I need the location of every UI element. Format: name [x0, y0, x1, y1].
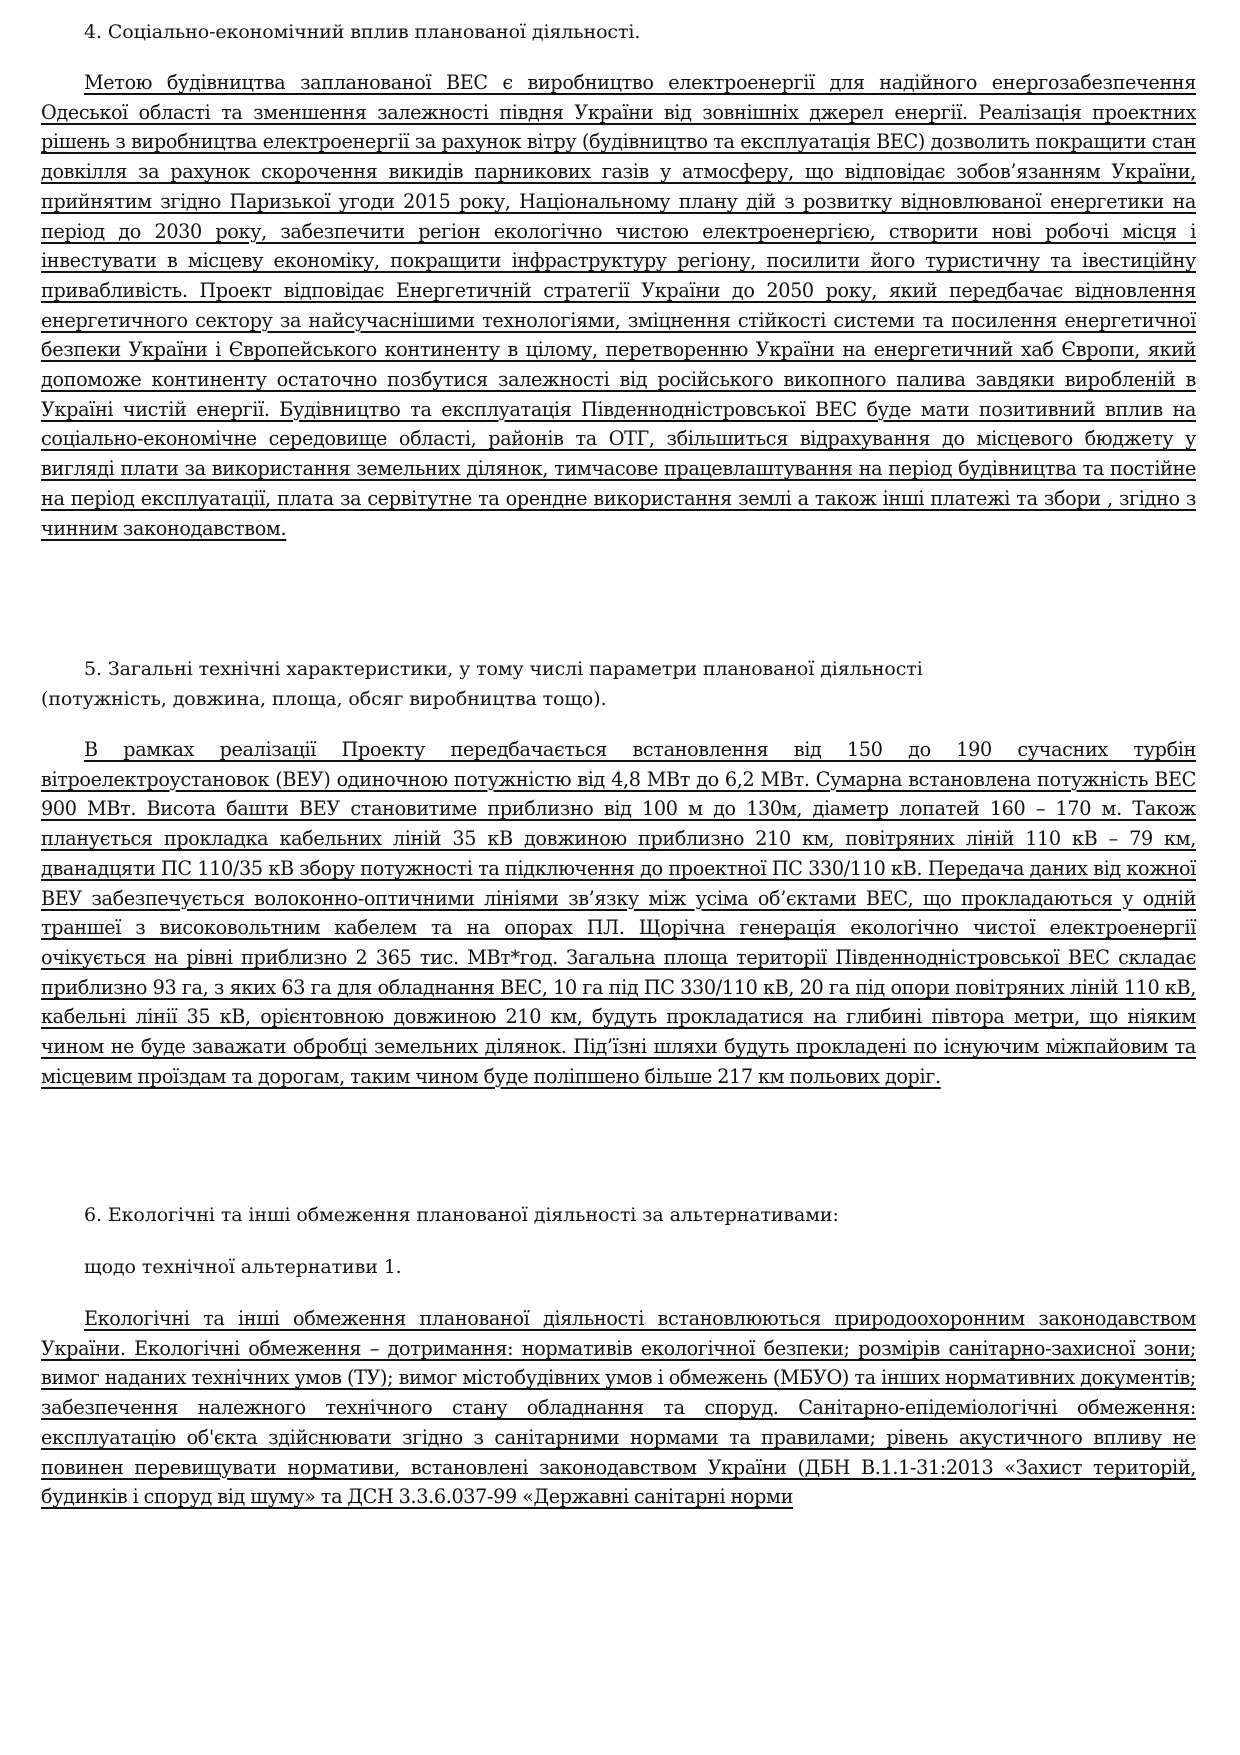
section-5-heading-continuation: (потужність, довжина, площа, обсяг виробництва тощо). — [41, 687, 607, 710]
section-4-paragraph — [41, 68, 1196, 543]
section-6-text: Екологічні та інші обмеження планованої діяльності встановлюються природоохоронним законодавством України. Екологічні обмеження – дотримання: нормативів екологічної безпеки; розмірів санітарно-захисної зони; вимог наданих технічних умов (ТУ); вимог містобудівних умов і обмежень (МБУО) та інших нормативних документів; забезпечення належного технічного стану обладнання та споруд. Санітарно-епідеміологічні обмеження: експлуатацію об'єкта здійснювати згідно з санітарними нормами та правилами; рівень акустичного впливу не повинен перевищувати нормативи, встановлені законодавством України (ДБН В.1.1-31:2013 «Захист територій, будинків і споруд від шуму» та ДСН 3.3.6.037-99 «Державні санітарні норми — [41, 1307, 1196, 1509]
section-5-heading: 5. Загальні технічні характеристики, у тому числі параметри планованої діяльності — [84, 658, 923, 680]
section-4-heading: 4. Соціально-економічний вплив планованої діяльності. — [84, 21, 641, 43]
section-6-paragraph — [41, 1304, 1196, 1512]
section-4-text: Метою будівництва запланованої ВЕС є виробництво електроенергії для надійного енергозабезпечення Одеської області та зменшення залежності півдня України від зовнішніх джерел енергії. Реалізація проектних рішень з виробництва електроенергії за рахунок вітру (будівництво та експлуатація ВЕС) дозволить покращити стан довкілля за рахунок скорочення викидів парникових газів у атмосферу, що відповідає зобов’язанням України, прийнятим згідно Паризької угоди 2015 року, Національному плану дій з розвитку відновлюваної енергетики на період до 2030 року, забезпечити регіон екологічно чистою електроенергією, створити нові робочі місця і інвестувати в місцеву економіку, покращити інфраструктуру регіону, посилити його туристичну та івестиційну привабливість. Проект відповідає Енергетичній стратегії України до 2050 року, який передбачає відновлення енергетичного сектору за найсучаснішими технологіями, зміцнення стійкості системи та посилення енергетичної безпеки України і Європейського континенту в цілому, перетворенню України на енергетичний хаб Європи, який допоможе континенту остаточно позбутися залежності від російського викопного палива завдяки виробленій в Україні чистій енергії. Будівництво та експлуатація Південнодністровської ВЕС буде мати позитивний вплив на соціально-економічне середовище області, районів та ОТГ, збільшиться відрахування до місцевого бюджету у вигляді плати за використання земельних ділянок, тимчасове працевлаштування на період будівництва та постійне на період експлуатації, плата за сервітутне та орендне використання землі а також інші платежі та збори , згідно з чинним законодавством. — [41, 71, 1196, 540]
section-6-subheading: щодо технічної альтернативи 1. — [84, 1256, 402, 1278]
section-6-heading: 6. Екологічні та інші обмеження планованої діяльності за альтернативами: — [84, 1204, 839, 1226]
section-5-paragraph — [41, 735, 1196, 1091]
section-5-text: В рамках реалізації Проекту передбачається встановлення від 150 до 190 сучасних турбін вітроелектроустановок (ВЕУ) одиночною потужністю від 4,8 МВт до 6,2 МВт. Сумарна встановлена потужність ВЕС 900 МВт. Висота башти ВЕУ становитиме приблизно від 100 м до 130м, діаметр лопатей 160 – 170 м. Також планується прокладка кабельних ліній 35 кВ довжиною приблизно 210 км, повітряних ліній 110 кВ – 79 км, дванадцяти ПС 110/35 кВ збору потужності та підключення до проектної ПС 330/110 кВ. Передача даних від кожної ВЕУ забезпечується волоконно-оптичними лініями зв’язку між усіма об’єктами ВЕС, що прокладаються у одній траншеї з високовольтним кабелем та на опорах ПЛ. Щорічна генерація екологічно чистої електроенергії очікується на рівні приблизно 2 365 тис. МВт*год. Загальна площа території Південнодністровської ВЕС складає приблизно 93 га, з яких 63 га для обладнання ВЕС, 10 га під ПС 330/110 кВ, 20 га під опори повітряних ліній 110 кВ, кабельні лінії 35 кВ, орієнтовною довжиною 210 км, будуть прокладатися на глибині півтора метри, що ніяким чином не буде заважати обробці земельних ділянок. Під’їзні шляхи будуть прокладені по існуючим міжпайовим та місцевим проїздам та дорогам, таким чином буде поліпшено більше 217 км польових доріг. — [41, 738, 1196, 1088]
section-5-heading-block — [41, 655, 923, 714]
